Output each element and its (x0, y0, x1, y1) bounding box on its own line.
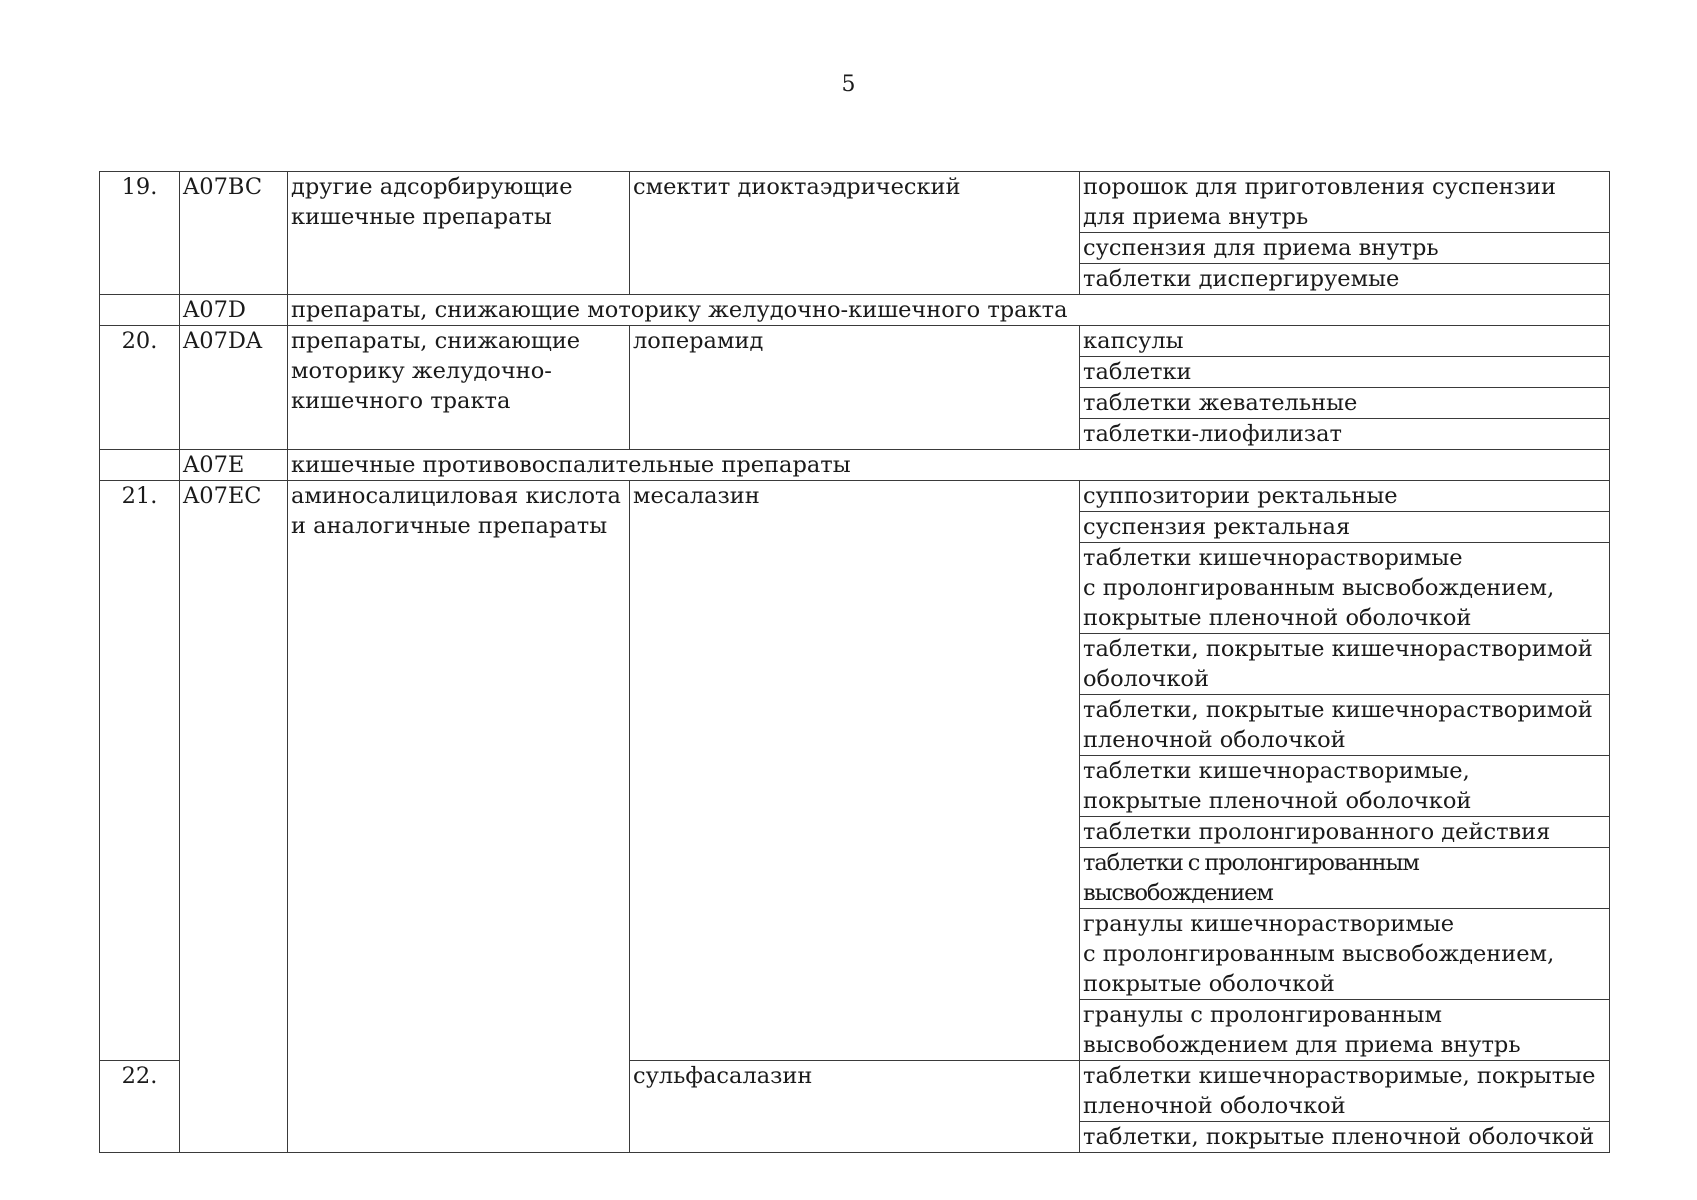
atc-code: A07EC (180, 481, 288, 1153)
table-row (100, 326, 1610, 357)
drug-substance: смектит диоктаэдрический (630, 172, 1080, 295)
dosage-form: суспензия ректальная (1080, 512, 1610, 543)
pharmacological-group: аминосалициловая кислота и аналогичные препараты (288, 481, 630, 1153)
atc-code: A07E (180, 450, 288, 481)
dosage-form: таблетки пролонгированного действия (1080, 817, 1610, 848)
dosage-form: суппозитории ректальные (1080, 481, 1610, 512)
table-row (100, 481, 1610, 512)
pharmacological-group: препараты, снижающие моторику желудочно- кишечного тракта (288, 326, 630, 450)
group-title: препараты, снижающие моторику желудочно-кишечного тракта (288, 295, 1610, 326)
dosage-form: капсулы (1080, 326, 1610, 357)
row-number: 21. (100, 481, 180, 1061)
dosage-form: таблетки кишечнорастворимые, покрытые пленочной оболочкой (1080, 756, 1610, 817)
table-row (100, 172, 1610, 233)
row-number: 20. (100, 326, 180, 450)
dosage-form: гранулы с пролонгированным высвобождением для приема внутрь (1080, 1000, 1610, 1061)
drug-table (99, 171, 1610, 1153)
group-header-row (100, 450, 1610, 481)
group-header-row (100, 295, 1610, 326)
dosage-form: таблетки (1080, 357, 1610, 388)
dosage-form: таблетки с пролонгированным высвобождением (1080, 848, 1610, 909)
dosage-form: гранулы кишечнорастворимые с пролонгированным высвобождением, покрытые оболочкой (1080, 909, 1610, 1000)
atc-code: A07BC (180, 172, 288, 295)
dosage-form: таблетки диспергируемые (1080, 264, 1610, 295)
dosage-form: таблетки, покрытые кишечнорастворимой оболочкой (1080, 634, 1610, 695)
dosage-form: таблетки-лиофилизат (1080, 419, 1610, 450)
dosage-form: таблетки, покрытые кишечнорастворимой пленочной оболочкой (1080, 695, 1610, 756)
row-number (100, 295, 180, 326)
dosage-form: таблетки, покрытые пленочной оболочкой (1080, 1122, 1610, 1153)
dosage-form: таблетки жевательные (1080, 388, 1610, 419)
dosage-form: порошок для приготовления суспензии для приема внутрь (1080, 172, 1610, 233)
row-number (100, 450, 180, 481)
dosage-form: таблетки кишечнорастворимые, покрытые пленочной оболочкой (1080, 1061, 1610, 1122)
drug-substance: месалазин (630, 481, 1080, 1061)
drug-substance: сульфасалазин (630, 1061, 1080, 1153)
row-number: 22. (100, 1061, 180, 1153)
group-title: кишечные противовоспалительные препараты (288, 450, 1610, 481)
dosage-form: таблетки кишечнорастворимые с пролонгированным высвобождением, покрытые пленочной оболочкой (1080, 543, 1610, 634)
atc-code: A07D (180, 295, 288, 326)
page-number: 5 (841, 72, 856, 97)
pharmacological-group: другие адсорбирующие кишечные препараты (288, 172, 630, 295)
drug-substance: лоперамид (630, 326, 1080, 450)
atc-code: A07DA (180, 326, 288, 450)
dosage-form: суспензия для приема внутрь (1080, 233, 1610, 264)
row-number: 19. (100, 172, 180, 295)
